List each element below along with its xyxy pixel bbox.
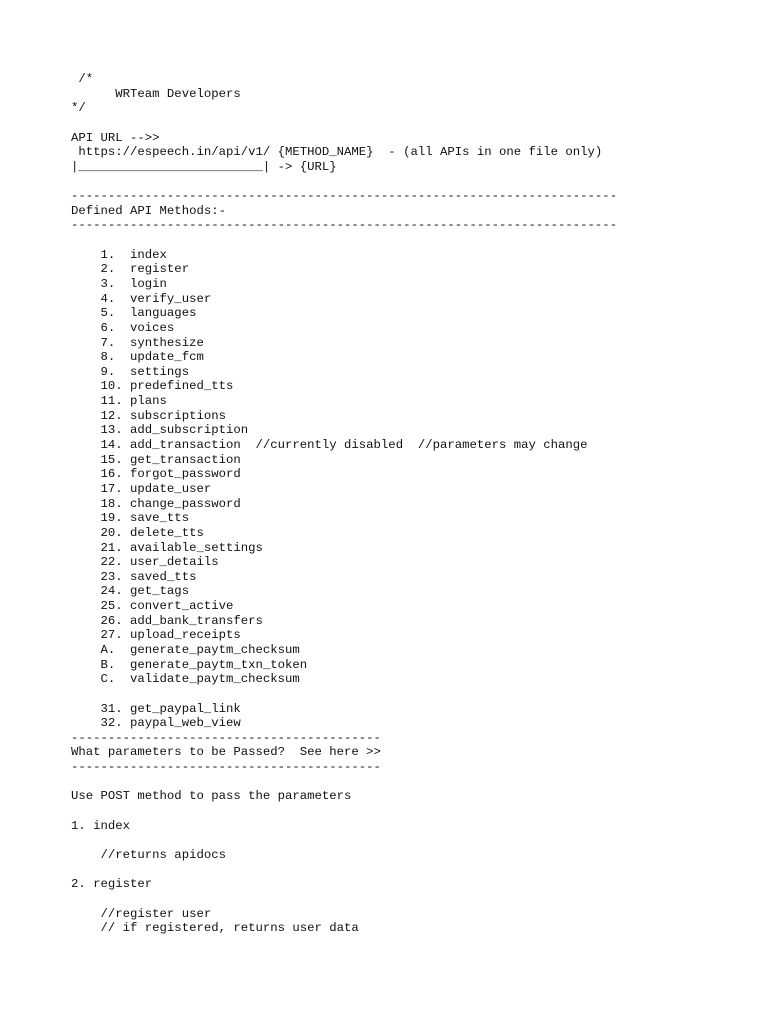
api-url-bracket: |_________________________| -> {URL} [71, 159, 337, 174]
method-list-item: 31. get_paypal_link [71, 701, 241, 716]
comment-open: /* [71, 72, 94, 86]
parameters-heading: What parameters to be Passed? See here >> [71, 745, 381, 760]
method-list-item: 14. add_transaction //currently disabled //parameters may change [71, 438, 588, 453]
method-list-item: 17. update_user [71, 481, 212, 496]
post-method-note: Use POST method to pass the parameters [71, 789, 352, 804]
method-list-item: 2. register [71, 262, 190, 277]
separator-line: ------------------------------------------ [71, 760, 381, 775]
method-list-item: 1. index [71, 247, 167, 262]
method-list-item: 7. synthesize [71, 335, 204, 350]
method-list-item: 4. verify_user [71, 291, 212, 306]
method-list-item: 5. languages [71, 306, 197, 321]
method-list-item: 10. predefined_tts [71, 379, 234, 394]
method-list-item: 12. subscriptions [71, 408, 226, 423]
method-list-item: 27. upload_receipts [71, 628, 241, 643]
method-list-item: 26. add_bank_transfers [71, 613, 263, 628]
section-register-heading: 2. register [71, 877, 153, 892]
author-line: WRTeam Developers [71, 86, 241, 101]
api-url-label: API URL -->> [71, 130, 160, 145]
method-list-item: 20. delete_tts [71, 525, 204, 540]
method-list-item: C. validate_paytm_checksum [71, 672, 300, 687]
blank-line [71, 892, 731, 907]
method-list-item: 16. forgot_password [71, 467, 241, 482]
api-doc-text [71, 72, 731, 936]
method-list-item: A. generate_paytm_checksum [71, 642, 300, 657]
blank-line [71, 687, 731, 702]
methods-heading: Defined API Methods:- [71, 203, 226, 218]
method-list-item: 18. change_password [71, 496, 241, 511]
method-list-item: 22. user_details [71, 555, 219, 570]
blank-line [71, 775, 731, 790]
index-comment: //returns apidocs [71, 847, 226, 862]
blank-line [71, 174, 731, 189]
register-comment: //register user [71, 906, 212, 921]
blank-line [71, 233, 731, 248]
method-list-item: 8. update_fcm [71, 350, 204, 365]
method-list-item: 15. get_transaction [71, 452, 241, 467]
method-list-item: 25. convert_active [71, 599, 234, 614]
separator-line: -------------------------------------------------------------------------- [71, 189, 618, 204]
blank-line [71, 116, 731, 131]
method-list-item: B. generate_paytm_txn_token [71, 657, 308, 672]
method-list-item: 24. get_tags [71, 584, 190, 599]
blank-line [71, 804, 731, 819]
method-list-item: 9. settings [71, 364, 190, 379]
method-list-item: 21. available_settings [71, 540, 263, 555]
api-url-value: https://espeech.in/api/v1/ {METHOD_NAME} - (all APIs in one file only) [71, 145, 603, 160]
method-list-item: 6. voices [71, 320, 175, 335]
section-index-heading: 1. index [71, 818, 131, 833]
method-list-item: 3. login [71, 276, 167, 291]
method-list-item: 19. save_tts [71, 511, 190, 526]
comment-close: */ [71, 101, 86, 116]
blank-line [71, 833, 731, 848]
method-list-item: 11. plans [71, 394, 167, 409]
method-list-item: 32. paypal_web_view [71, 716, 241, 731]
method-list-item: 23. saved_tts [71, 569, 197, 584]
separator-line: -------------------------------------------------------------------------- [71, 218, 618, 233]
separator-line: ------------------------------------------ [71, 730, 381, 745]
register-comment: // if registered, returns user data [71, 921, 359, 936]
blank-line [71, 863, 731, 878]
method-list-item: 13. add_subscription [71, 423, 249, 438]
